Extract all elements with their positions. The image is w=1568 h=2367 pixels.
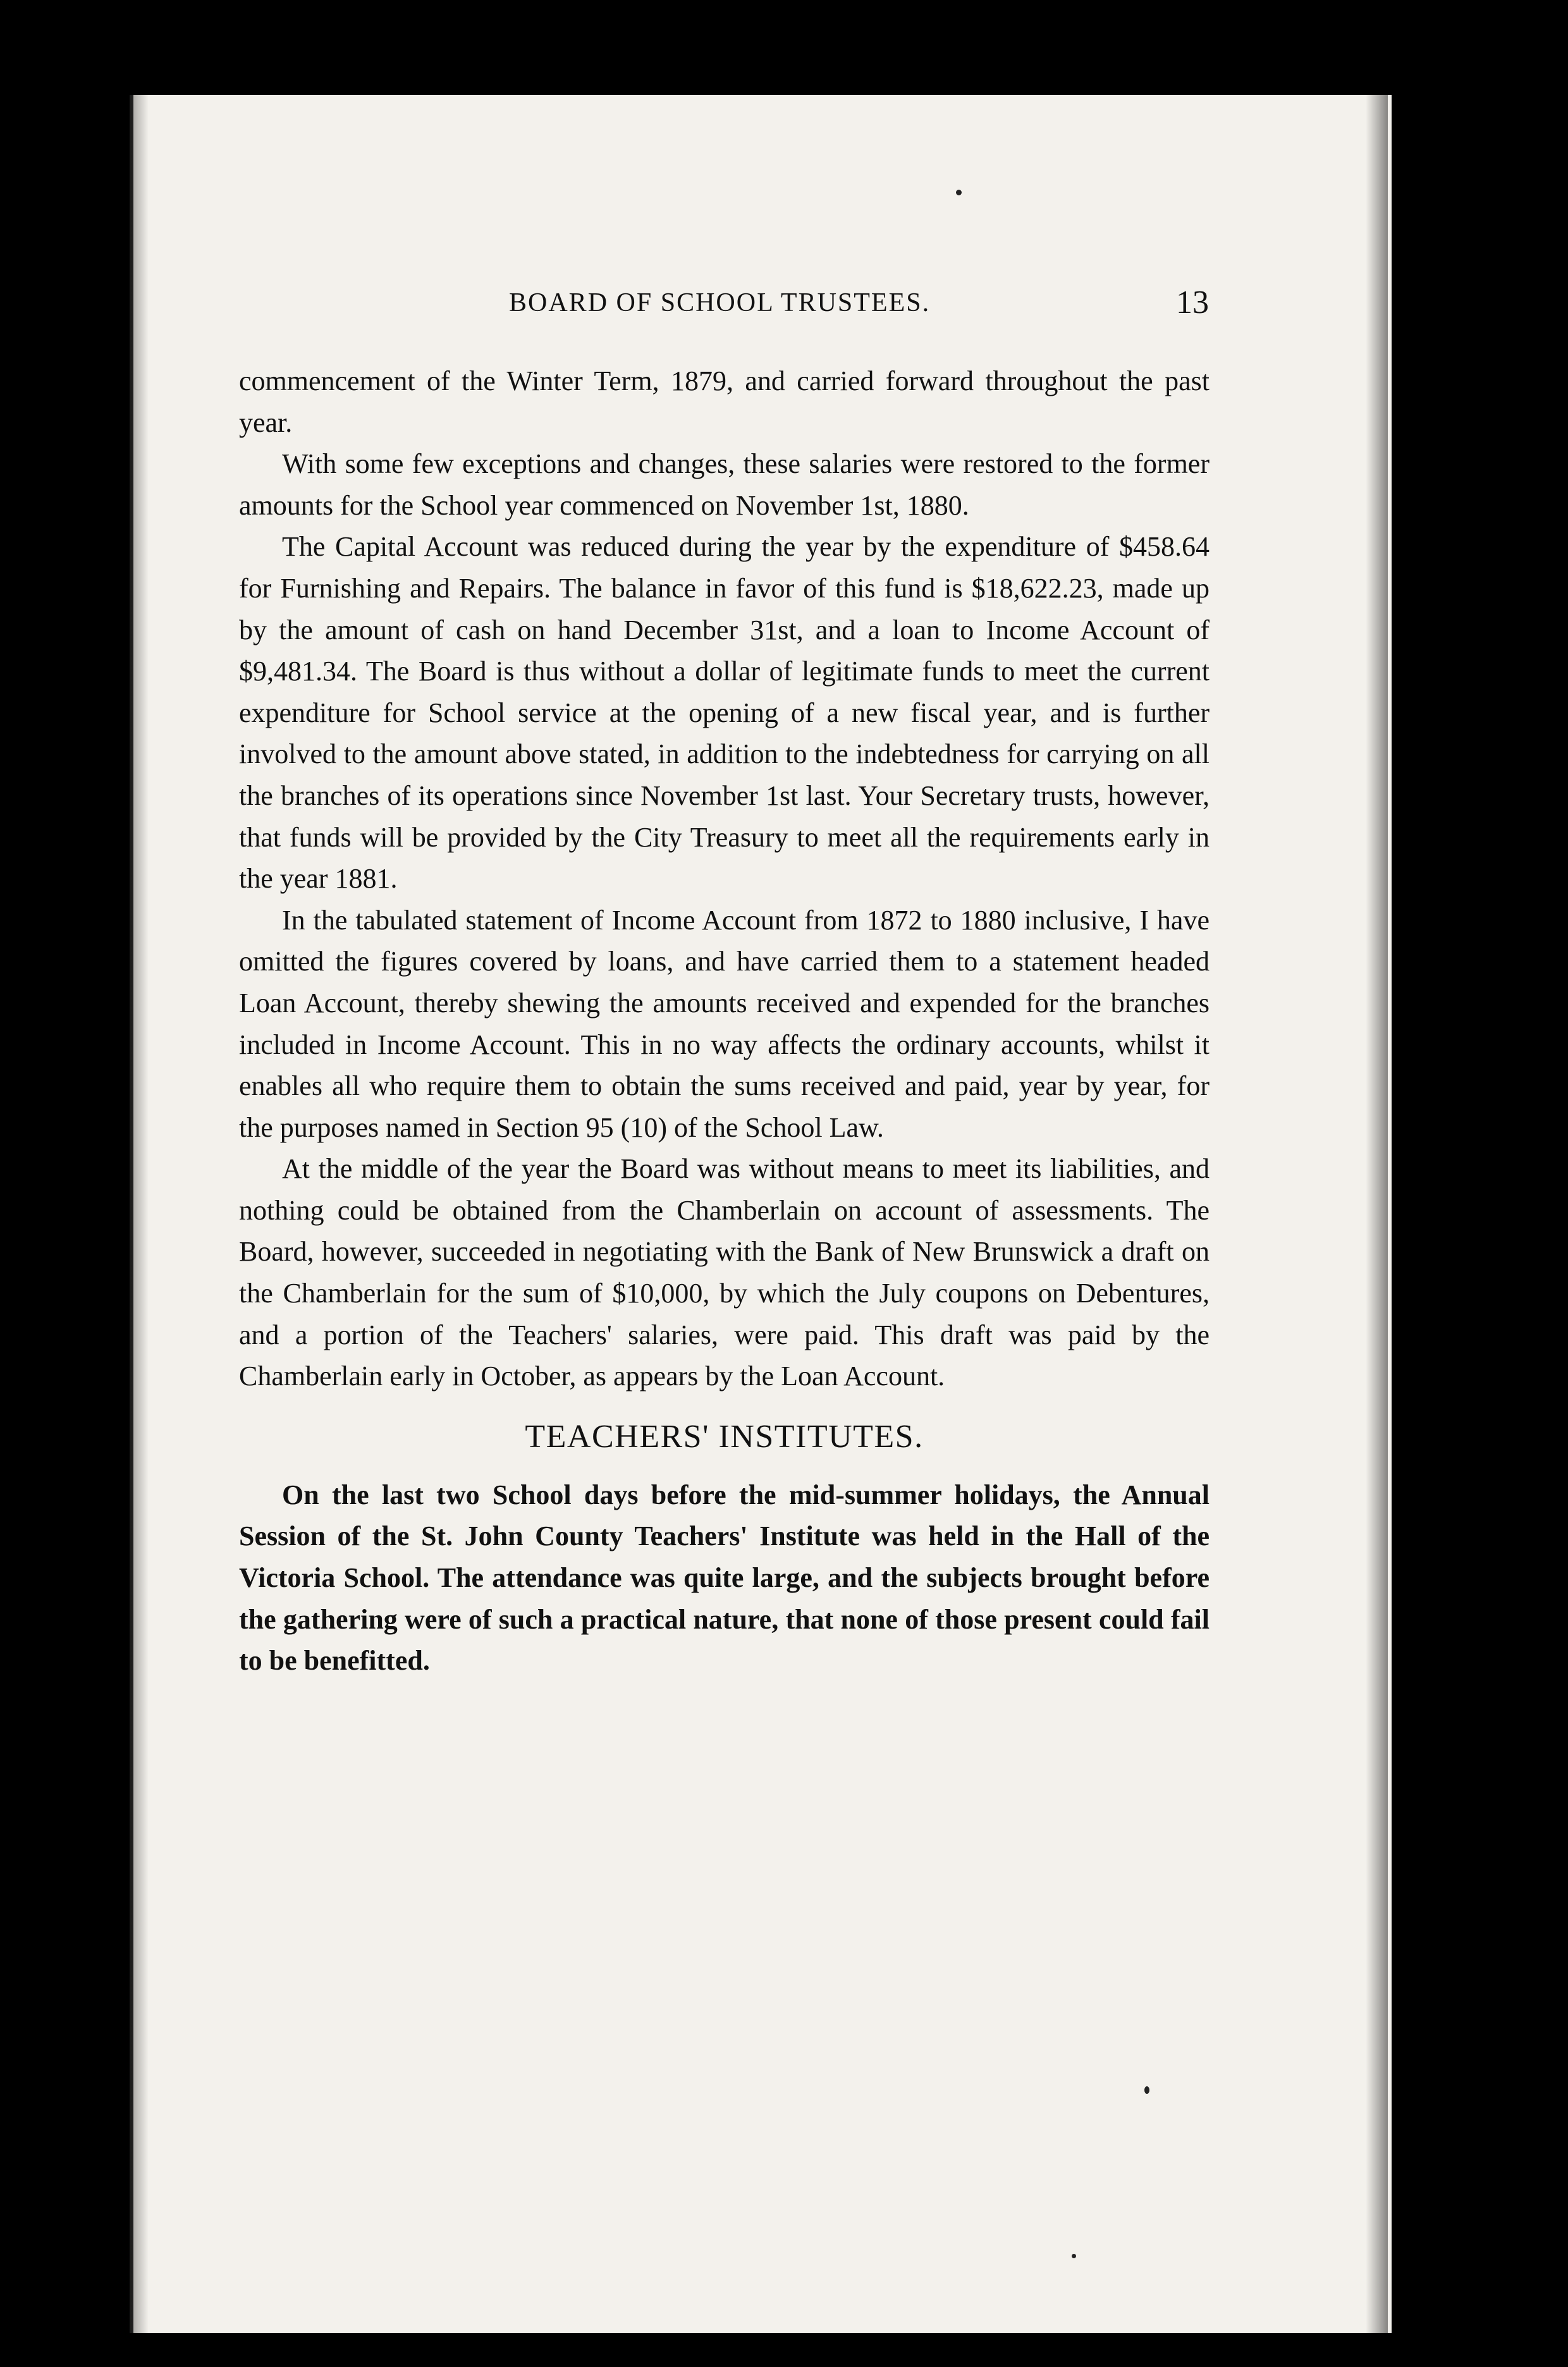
paragraph-income-account: In the tabulated statement of Income Account from 1872 to 1880 inclusive, I have omitted the figures covered by loans, and have carried them to a statement headed Loan Account, thereby shewing the amounts received and expended for the branches included in Income Account. This in no way affects the ordinary accounts, whilst it enables all who require them to obtain the sums received and paid, year by year, for the purposes named in Section 95 (10) of the School Law. [239,904,1210,1143]
gutter-shadow [130,95,149,2333]
page-number: 13 [1176,284,1209,321]
paragraph-continued: commencement of the Winter Term, 1879, and carried forward throughout the past year. [239,365,1210,438]
body-text [239,360,1210,1682]
paragraph-capital-account: The Capital Account was reduced during the year by the expenditure of $458.64 for Furnishing and Repairs. The balance in favor of this fund is $18,622.23, made up by the amount of cash on hand December 31st, and a loan to Income Account of $9,481.34. The Board is thus without a dollar of legitimate funds to meet the current expenditure for School service at the opening of a new fiscal year, and is further involved to the amount above stated, in addition to the indebtedness for carrying on all the branches of its operations since November 1st last. Your Secretary trusts, however, that funds will be provided by the City Treasury to meet all the requirements early in the year 1881. [239,531,1210,895]
scan-speck [1144,2086,1149,2094]
scan-speck [1072,2254,1076,2258]
page-header [509,284,1236,338]
page-edge-shadow [1366,95,1388,2333]
paragraph-draft: At the middle of the year the Board was without means to meet its liabilities, and nothing could be obtained from the Chamberlain on account of assessments. The Board, however, succeeded in negotiating with the Bank of New Brunswick a draft on the Chamberlain for the sum of $10,000, by which the July coupons on Debentures, and a portion of the Teachers' salaries, were paid. This draft was paid by the Chamberlain early in October, as appears by the Loan Account. [239,1153,1210,1392]
section-heading: TEACHERS' INSTITUTES. [525,1418,924,1455]
paragraph-institutes: On the last two School days before the mid-summer holidays, the Annual Session of the St. John County Teachers' Institute was held in the Hall of the Victoria School. The attendance was quite large, and the subjects brought before the gathering were of such a practical nature, that none of those present could fail to be benefitted. [239,1479,1210,1677]
scan-speck [956,190,962,195]
running-head: BOARD OF SCHOOL TRUSTEES. [509,288,931,317]
paragraph-salaries: With some few exceptions and changes, these salaries were restored to the former amounts for the School year commenced on November 1st, 1880. [239,448,1210,521]
